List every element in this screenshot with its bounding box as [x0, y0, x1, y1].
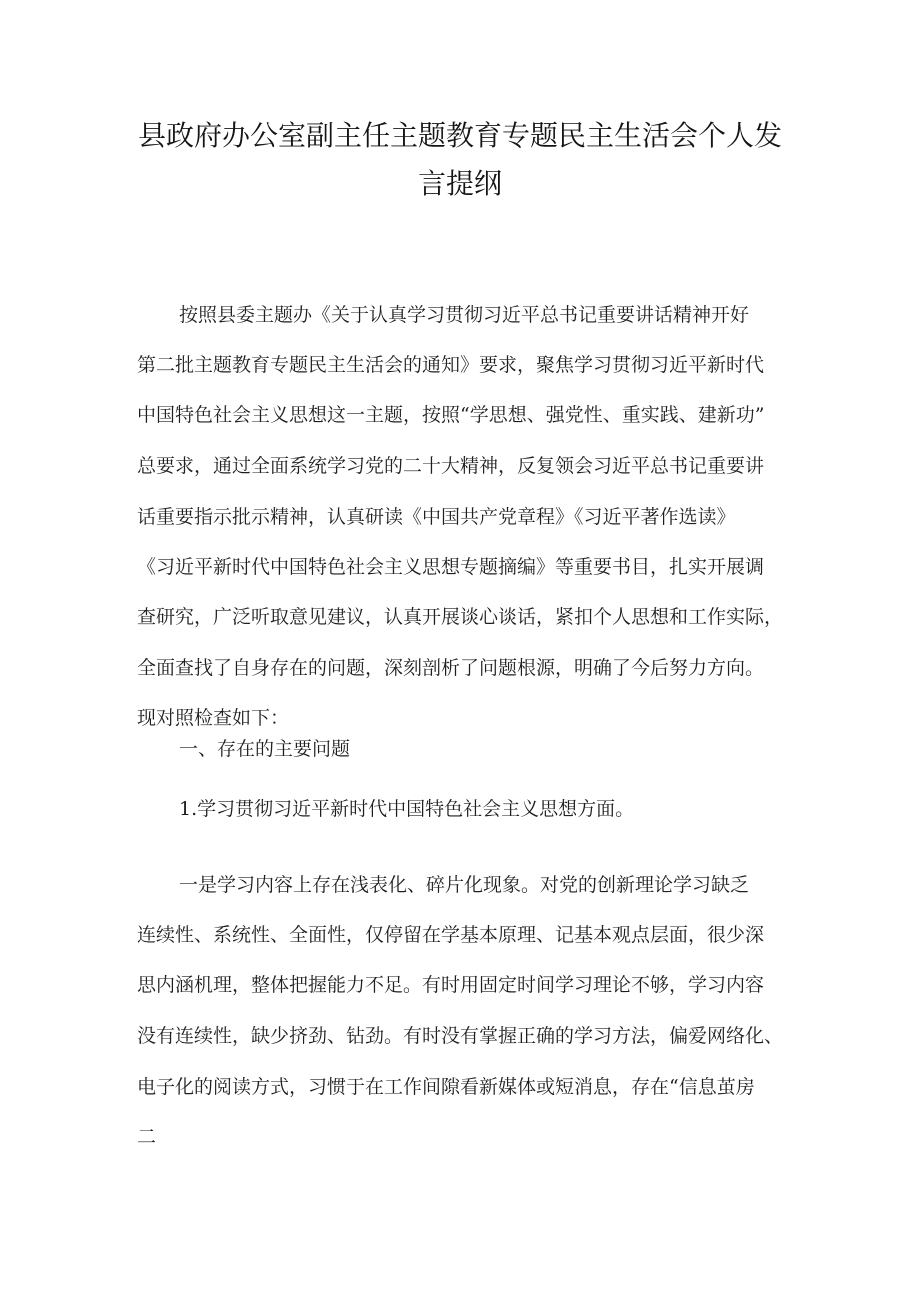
- paragraph-line: 中国特色社会主义思想这一主题，按照“学思想、强党性、重实践、建新功”: [137, 404, 765, 426]
- paragraph-line: 按照县委主题办《关于认真学习贯彻习近平总书记重要讲话精神开好: [179, 304, 750, 326]
- paragraph-line: 没有连续性，缺少挤劲、钻劲。有时没有掌握正确的学习方法，偏爱网络化、: [137, 1025, 784, 1047]
- paragraph-line: 第二批主题教育专题民主生活会的通知》要求，聚焦学习贯彻习近平新时代: [137, 354, 765, 376]
- paragraph-line: 电子化的阅读方式，习惯于在工作间隙看新媒体或短消息，存在“信息茧房: [137, 1076, 755, 1098]
- paragraph-line: 话重要指示批示精神，认真研读《中国共产党章程》《习近平著作选读》: [137, 506, 736, 528]
- section-heading-text: 一、存在的主要问题: [179, 738, 351, 760]
- document-title: [120, 112, 800, 208]
- paragraph-line: 二: [137, 1126, 157, 1148]
- paragraph-line: 现对照检查如下：: [137, 707, 290, 729]
- paragraph-line: 思内涵机理，整体把握能力不足。有时用固定时间学习理论不够，学习内容: [137, 974, 765, 996]
- paragraph-line: 总要求，通过全面系统学习党的二十大精神，反复领会习近平总书记重要讲: [137, 455, 765, 477]
- paragraph-line: 一是学习内容上存在浅表化、碎片化现象。对党的创新理论学习缺乏: [179, 874, 750, 896]
- title-line-1: 县政府办公室副主任主题教育专题民主生活会个人发: [137, 119, 782, 152]
- paragraph-line: 连续性、系统性、全面性，仅停留在学基本原理、记基本观点层面，很少深: [137, 924, 765, 946]
- title-line-2: 言提纲: [417, 167, 502, 200]
- paragraph-line: 《习近平新时代中国特色社会主义思想专题摘编》等重要书目，扎实开展调: [137, 556, 765, 578]
- paragraph-line: 全面查找了自身存在的问题，深刻剖析了问题根源，明确了今后努力方向。: [137, 657, 765, 679]
- paragraph-line: 查研究，广泛听取意见建议，认真开展谈心谈话，紧扣个人思想和工作实际，: [137, 606, 784, 628]
- subsection-heading-text: 1.学习贯彻习近平新时代中国特色社会主义思想方面。: [179, 798, 635, 820]
